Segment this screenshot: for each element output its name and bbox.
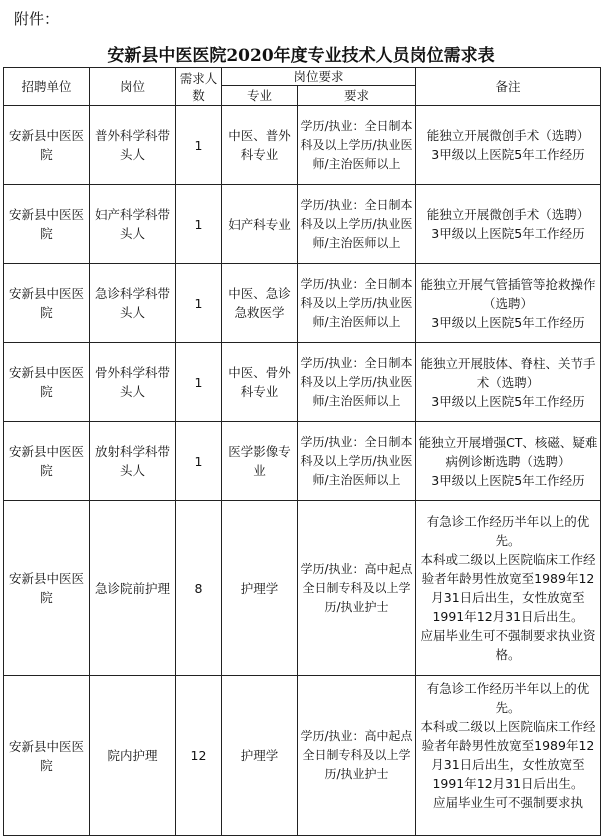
table-row — [4, 501, 601, 676]
unit-cell: 安新县中医医院 — [4, 501, 90, 676]
table-row — [4, 185, 601, 264]
unit-cell: 安新县中医医院 — [4, 422, 90, 501]
header-major: 专业 — [222, 86, 298, 106]
unit-cell: 安新县中医医院 — [4, 343, 90, 422]
count-cell: 1 — [176, 185, 222, 264]
table-row — [4, 676, 601, 836]
remark-line: 能独立开展微创手术（选聘） — [426, 128, 590, 143]
header-count: 需求人数 — [176, 68, 222, 106]
major-cell: 医学影像专业 — [222, 422, 298, 501]
major-cell: 妇产科专业 — [222, 185, 298, 264]
remark-line: 本科或二级以上医院临床工作经验者年龄男性放宽至1989年12月31日后出生，女性放宽至1991年12月31日后出生。 — [420, 719, 596, 791]
unit-cell: 安新县中医医院 — [4, 676, 90, 836]
table-row — [4, 343, 601, 422]
requirement-cell: 学历/执业：全日制本科及以上学历/执业医师/主治医师以上 — [298, 185, 416, 264]
position-cell: 急诊院前护理 — [90, 501, 176, 676]
header-position: 岗位 — [90, 68, 176, 106]
remark-line: 3甲级以上医院5年工作经历 — [431, 393, 585, 409]
document-title: 安新县中医医院2020年度专业技术人员岗位需求表 — [107, 46, 495, 66]
position-cell: 放射科学科带头人 — [90, 422, 176, 501]
major-cell: 护理学 — [222, 676, 298, 836]
major-cell: 中医、骨外科专业 — [222, 343, 298, 422]
remarks-cell — [416, 422, 601, 501]
requirement-cell: 学历/执业：全日制本科及以上学历/执业医师/主治医师以上 — [298, 264, 416, 343]
requirement-cell: 学历/执业：高中起点全日制专科及以上学历/执业护士 — [298, 676, 416, 836]
remarks-cell — [416, 676, 601, 836]
remark-line: 有急诊工作经历半年以上的优先。 — [426, 514, 590, 548]
remark-line: 能独立开展肢体、脊柱、关节手术（选聘） — [420, 355, 596, 390]
remark-line: 能独立开展增强CT、核磁、疑难病例诊断选聘（选聘） — [418, 434, 598, 469]
unit-cell: 安新县中医医院 — [4, 185, 90, 264]
position-table — [3, 67, 601, 836]
remark-line: 应届毕业生可不强制要求执业资格。 — [420, 628, 596, 662]
header-unit: 招聘单位 — [4, 68, 90, 106]
requirement-cell: 学历/执业：全日制本科及以上学历/执业医师/主治医师以上 — [298, 106, 416, 185]
count-cell: 1 — [176, 422, 222, 501]
remarks-cell — [416, 106, 601, 185]
major-cell: 中医、急诊急救医学 — [222, 264, 298, 343]
count-cell: 12 — [176, 676, 222, 836]
major-cell: 护理学 — [222, 501, 298, 676]
count-cell: 1 — [176, 264, 222, 343]
remark-line: 3甲级以上医院5年工作经历 — [431, 314, 585, 330]
remark-line: 3甲级以上医院5年工作经历 — [431, 147, 585, 162]
header-requirements: 岗位要求 — [222, 68, 416, 86]
table-row — [4, 106, 601, 185]
remark-line: 3甲级以上医院5年工作经历 — [431, 472, 585, 488]
position-cell: 普外科学科带头人 — [90, 106, 176, 185]
major-cell: 中医、普外科专业 — [222, 106, 298, 185]
table-row — [4, 422, 601, 501]
unit-cell: 安新县中医医院 — [4, 264, 90, 343]
remark-line: 3甲级以上医院5年工作经历 — [431, 226, 585, 241]
requirement-cell: 学历/执业：高中起点全日制专科及以上学历/执业护士 — [298, 501, 416, 676]
requirement-cell: 学历/执业：全日制本科及以上学历/执业医师/主治医师以上 — [298, 343, 416, 422]
requirement-cell: 学历/执业：全日制本科及以上学历/执业医师/主治医师以上 — [298, 422, 416, 501]
remarks-cell — [416, 185, 601, 264]
position-cell: 急诊科学科带头人 — [90, 264, 176, 343]
position-cell: 骨外科学科带头人 — [90, 343, 176, 422]
header-requirement: 要求 — [298, 86, 416, 106]
count-cell: 1 — [176, 106, 222, 185]
position-cell: 院内护理 — [90, 676, 176, 836]
remarks-cell — [416, 501, 601, 676]
remarks-cell — [416, 343, 601, 422]
remark-line: 能独立开展气管插管等抢救操作（选聘） — [420, 276, 596, 311]
header-remarks: 备注 — [416, 68, 601, 106]
remark-line: 能独立开展微创手术（选聘） — [426, 207, 590, 222]
table-row — [4, 264, 601, 343]
count-cell: 1 — [176, 343, 222, 422]
attachment-label: 附件： — [14, 10, 60, 28]
remark-line: 应届毕业生可不强制要求执 — [432, 795, 583, 810]
remark-line: 本科或二级以上医院临床工作经验者年龄男性放宽至1989年12月31日后出生，女性放宽至1991年12月31日后出生。 — [420, 552, 596, 624]
count-cell: 8 — [176, 501, 222, 676]
remark-line: 有急诊工作经历半年以上的优先。 — [426, 681, 590, 715]
unit-cell: 安新县中医医院 — [4, 106, 90, 185]
remarks-cell — [416, 264, 601, 343]
position-cell: 妇产科学科带头人 — [90, 185, 176, 264]
